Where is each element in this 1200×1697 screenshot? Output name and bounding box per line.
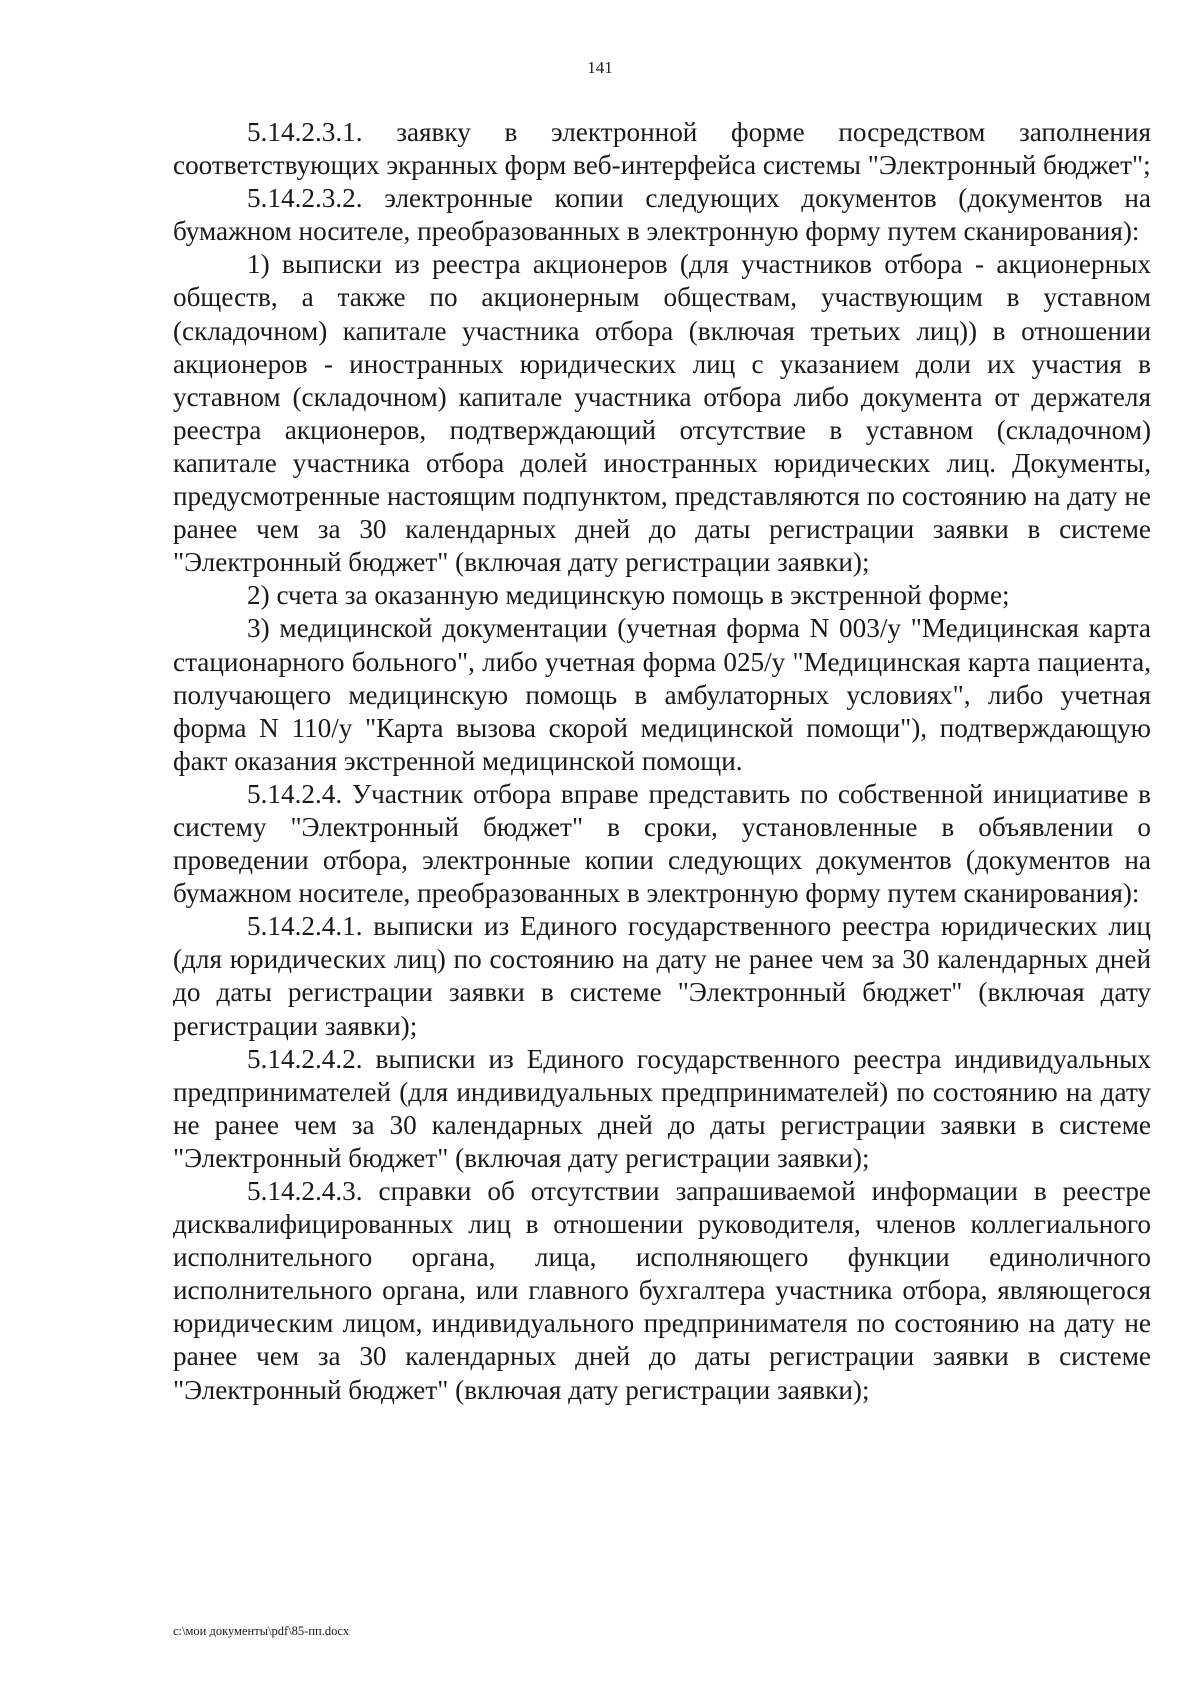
page-number: 141 [587,58,613,77]
paragraph-5-14-2-3-1: 5.14.2.3.1. заявку в электронной форме посредством заполнения соответствующих экранных форм веб-интерфейса системы "Электронный бюджет"; [173,117,1151,181]
paragraph-item-3: 3) медицинской документации (учетная форма N 003/у "Медицинская карта стационарного больного", либо учетная форма 025/у "Медицинская карта пациента, получающего медицинскую помощь в амбулаторных условиях", либо учетная форма N 110/у "Карта вызова скорой медицинской помощи"), подтверждающую факт оказания экстренной медицинской помощи. [173,613,1151,776]
footer-file-path: c:\мои документы\pdf\85-пп.docx [173,1624,350,1638]
paragraph-5-14-2-4-1: 5.14.2.4.1. выписки из Единого государственного реестра юридических лиц (для юридических лиц) по состоянию на дату не ранее чем за 30 календарных дней до даты регистрации заявки в системе "Электронный бюджет" (включая дату регистрации заявки); [173,911,1151,1041]
paragraph-5-14-2-4: 5.14.2.4. Участник отбора вправе представить по собственной инициативе в систему "Электронный бюджет" в сроки, установленные в объявлении о проведении отбора, электронные копии следующих документов (документов на бумажном носителе, преобразованных в электронную форму путем сканирования): [173,778,1151,909]
paragraph-5-14-2-3-2: 5.14.2.3.2. электронные копии следующих документов (документов на бумажном носителе, преобразованных в электронную форму путем сканирования): [173,183,1151,247]
paragraph-item-1: 1) выписки из реестра акционеров (для участников отбора - акционерных обществ, а также по акционерным обществам, участвующим в уставном (складочном) капитале участника отбора (включая третьих лиц)) в отношении акционеров - иностранных юридических лиц с указанием доли их участия в уставном (складочном) капитале участника отбора либо документа от держателя реестра акционеров, подтверждающий отсутствие в уставном (складочном) капитале участника отбора долей иностранных юридических лиц. Документы, предусмотренные настоящим подпунктом, представляются по состоянию на дату не ранее чем за 30 календарных дней до даты регистрации заявки в системе "Электронный бюджет" (включая дату регистрации заявки); [173,249,1151,578]
paragraph-item-2: 2) счета за оказанную медицинскую помощь в экстренной форме; [247,580,1010,611]
document-body [173,116,1151,1407]
paragraph-5-14-2-4-3: 5.14.2.4.3. справки об отсутствии запрашиваемой информации в реестре дисквалифицированных лиц в отношении руководителя, членов коллегиального исполнительного органа, лица, исполняющего функции единоличного исполнительного органа, или главного бухгалтера участника отбора, являющегося юридическим лицом, индивидуального предпринимателя по состоянию на дату не ранее чем за 30 календарных дней до даты регистрации заявки в системе "Электронный бюджет" (включая дату регистрации заявки); [173,1176,1151,1405]
paragraph-5-14-2-4-2: 5.14.2.4.2. выписки из Единого государственного реестра индивидуальных предпринимателей (для индивидуальных предпринимателей) по состоянию на дату не ранее чем за 30 календарных дней до даты регистрации заявки в системе "Электронный бюджет" (включая дату регистрации заявки); [173,1043,1151,1173]
